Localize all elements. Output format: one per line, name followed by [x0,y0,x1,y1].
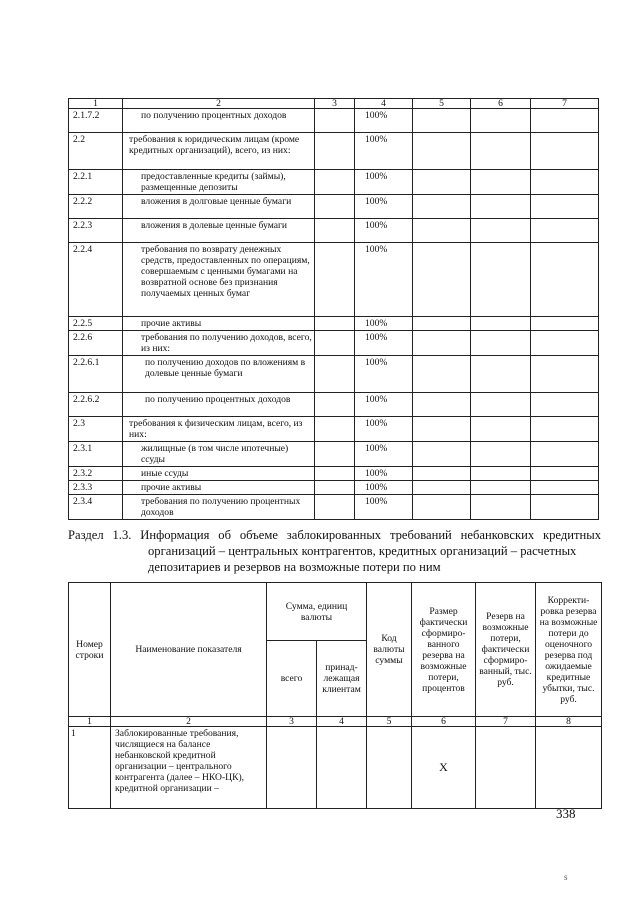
empty-cell [531,393,599,417]
empty-cell [413,417,471,442]
header-amount-total: всего [267,641,317,717]
empty-cell [315,331,355,356]
empty-cell [413,243,471,317]
empty-cell [476,727,536,809]
empty-cell [471,481,531,495]
empty-cell [531,317,599,331]
row-number: 2.3.1 [69,442,123,467]
row-number: 2.2.4 [69,243,123,317]
empty-cell [315,219,355,243]
empty-cell [531,243,599,317]
empty-cell [413,442,471,467]
row-percent: 100% [355,417,413,442]
row-percent: 100% [355,495,413,520]
empty-cell [531,495,599,520]
empty-cell [267,727,317,809]
table-row [69,195,599,219]
empty-cell [471,170,531,195]
row-name: иные ссуды [123,467,315,481]
row-number: 2.3.4 [69,495,123,520]
row-number: 2.2.3 [69,219,123,243]
empty-cell [315,495,355,520]
row-name: вложения в долговые ценные бумаги [123,195,315,219]
header-indicator: Наименование показателя [111,583,267,717]
row-name: требования по получению доходов, всего, из них: [123,331,315,356]
empty-cell [471,243,531,317]
empty-cell [315,393,355,417]
empty-cell [531,442,599,467]
empty-cell [531,219,599,243]
row-name: требования по возврату денежных средств, предоставленных по операциям, совершаемым с ценными бумагами на возвратной основе без признания получаемых ценных бумаг [123,243,315,317]
row-name: по получению доходов по вложениям в долевые ценные бумаги [123,356,315,393]
row-name: по получению процентных доходов [123,393,315,417]
empty-cell [471,109,531,133]
row-name: жилищные (в том числе ипотечные) ссуды [123,442,315,467]
header-reserve-formed: Резерв на возможные потери, фактически сформиро-ванный, тыс. руб. [476,583,536,717]
column-number: 2 [123,99,315,109]
empty-cell [471,495,531,520]
table-row [69,393,599,417]
empty-cell [413,495,471,520]
empty-cell [531,170,599,195]
column-number: 5 [413,99,471,109]
column-number: 4 [355,99,413,109]
reserves-table-continuation [68,98,599,520]
empty-cell [531,195,599,219]
header-actual-reserve-pct: Размер фактически сформиро-ванного резерва на возможные потери, процентов [412,583,476,717]
empty-cell [315,481,355,495]
table-row [69,243,599,317]
column-number: 5 [367,717,412,727]
table-row [69,356,599,393]
table-row [69,219,599,243]
page-number: 338 [556,806,576,821]
table-row [69,133,599,170]
empty-cell [531,331,599,356]
table-row [69,417,599,442]
row-number: 2.2.6 [69,331,123,356]
row-number: 2.2.5 [69,317,123,331]
empty-cell [471,393,531,417]
empty-cell [315,317,355,331]
empty-cell [471,467,531,481]
blocked-claims-table [68,582,602,809]
row-number: 1 [69,727,111,809]
empty-cell [413,133,471,170]
row-number: 2.2 [69,133,123,170]
header-currency-code: Код валюты суммы [367,583,412,717]
table-row [69,481,599,495]
empty-cell [413,109,471,133]
column-number: 8 [536,717,602,727]
empty-cell [471,317,531,331]
section-title [68,527,601,575]
empty-cell [471,219,531,243]
column-number-row [69,99,599,109]
empty-cell [315,133,355,170]
empty-cell [413,170,471,195]
row-percent: 100% [355,331,413,356]
table-row [69,317,599,331]
header-amount: Сумма, единиц валюты [267,583,367,641]
column-number: 2 [111,717,267,727]
section-title-line: организаций – центральных контрагентов, кредитных организаций – расчетных [148,544,577,558]
empty-cell [531,133,599,170]
header-reserve-adjustment: Корректи-ровка резерва на возможные потери до оценочного резерва под ожидаемые кредитные убытки, тыс. руб. [536,583,602,717]
empty-cell [531,417,599,442]
section-title-line: депозитариев и резервов на возможные потери по ним [148,560,441,574]
column-number: 6 [412,717,476,727]
row-name: по получению процентных доходов [123,109,315,133]
row-number: 2.1.7.2 [69,109,123,133]
row-name: требования к физическим лицам, всего, из них: [123,417,315,442]
empty-cell [471,133,531,170]
table-row [69,467,599,481]
empty-cell [367,727,412,809]
empty-cell [317,727,367,809]
header-amount-clients: принад-лежащая клиентам [317,641,367,717]
row-number: 2.3.3 [69,481,123,495]
empty-cell [413,219,471,243]
column-number: 4 [317,717,367,727]
column-number: 1 [69,99,123,109]
table-row [69,495,599,520]
row-name: вложения в долевые ценные бумаги [123,219,315,243]
row-percent: 100% [355,393,413,417]
row-percent: 100% [355,356,413,393]
not-applicable-mark: Х [412,727,476,809]
empty-cell [315,442,355,467]
table-row [69,331,599,356]
column-number: 1 [69,717,111,727]
table-row [69,727,602,809]
row-name: предоставленные кредиты (займы), размещенные депозиты [123,170,315,195]
row-percent: 100% [355,133,413,170]
table-row [69,170,599,195]
row-percent: 100% [355,195,413,219]
table-row [69,109,599,133]
row-number: 2.2.2 [69,195,123,219]
row-percent: 100% [355,442,413,467]
row-number: 2.3.2 [69,467,123,481]
row-number: 2.2.1 [69,170,123,195]
row-percent: 100% [355,481,413,495]
empty-cell [413,331,471,356]
empty-cell [471,195,531,219]
empty-cell [315,170,355,195]
row-percent: 100% [355,109,413,133]
empty-cell [471,331,531,356]
empty-cell [531,109,599,133]
column-number: 3 [267,717,317,727]
row-name: требования к юридическим лицам (кроме кредитных организаций), всего, из них: [123,133,315,170]
header-row-number: Номер строки [69,583,111,717]
empty-cell [531,467,599,481]
row-number: 2.2.6.2 [69,393,123,417]
row-percent: 100% [355,467,413,481]
row-number: 2.3 [69,417,123,442]
empty-cell [315,417,355,442]
section-title-line: Раздел 1.3. Информация об объеме заблокированных требований небанковских кредитных [68,528,601,542]
empty-cell [413,481,471,495]
row-percent: 100% [355,170,413,195]
row-percent: 100% [355,243,413,317]
header-row [69,583,602,641]
row-percent: 100% [355,317,413,331]
table-row [69,442,599,467]
column-number: 7 [476,717,536,727]
column-number: 6 [471,99,531,109]
empty-cell [413,317,471,331]
column-number-row [69,717,602,727]
row-name: Заблокированные требования, числящиеся на балансе небанковской кредитной организации – центрального контрагента (далее – НКО-ЦК), кредитной организации – [111,727,267,809]
empty-cell [471,356,531,393]
row-number: 2.2.6.1 [69,356,123,393]
empty-cell [531,356,599,393]
empty-cell [413,356,471,393]
empty-cell [536,727,602,809]
row-name: требования по получению процентных доходов [123,495,315,520]
row-name: прочие активы [123,481,315,495]
empty-cell [471,417,531,442]
empty-cell [315,356,355,393]
corner-mark: s [564,872,568,882]
empty-cell [315,467,355,481]
empty-cell [413,195,471,219]
empty-cell [315,109,355,133]
empty-cell [413,393,471,417]
column-number: 3 [315,99,355,109]
empty-cell [315,243,355,317]
empty-cell [413,467,471,481]
empty-cell [531,481,599,495]
row-percent: 100% [355,219,413,243]
empty-cell [315,195,355,219]
empty-cell [471,442,531,467]
column-number: 7 [531,99,599,109]
row-name: прочие активы [123,317,315,331]
